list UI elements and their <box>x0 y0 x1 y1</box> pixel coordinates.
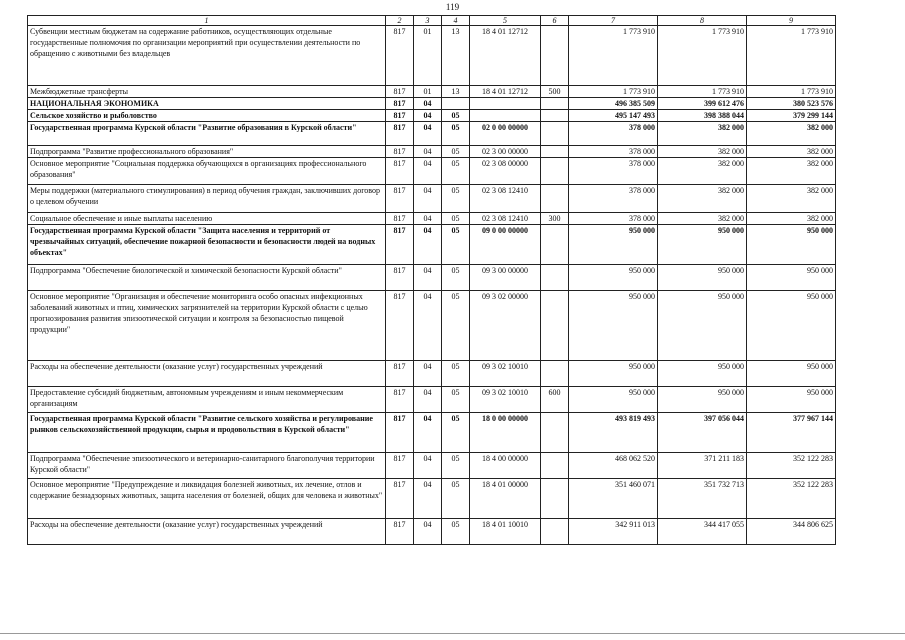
cell-expense-type <box>541 361 569 387</box>
table-row <box>28 185 836 213</box>
cell-amount-1: 468 062 520 <box>569 453 658 479</box>
cell-amount-2: 950 000 <box>658 361 747 387</box>
table-row <box>28 158 836 185</box>
cell-target-article: 02 3 00 00000 <box>470 146 541 158</box>
cell-target-article: 02 0 00 00000 <box>470 122 541 146</box>
cell-expense-type <box>541 225 569 265</box>
cell-target-article: 02 3 08 12410 <box>470 185 541 213</box>
table-row <box>28 361 836 387</box>
cell-amount-2: 382 000 <box>658 213 747 225</box>
cell-expense-type <box>541 146 569 158</box>
cell-name: Субвенции местным бюджетам на содержание работников, осуществляющих отдельные государственные полномочия по организации мероприятий при осуществлении деятельности по обращению с животными без владельцев <box>28 26 386 86</box>
cell-expense-type: 300 <box>541 213 569 225</box>
cell-amount-3: 950 000 <box>747 387 836 413</box>
cell-section: 04 <box>414 265 442 291</box>
cell-target-article: 02 3 08 00000 <box>470 158 541 185</box>
cell-expense-type <box>541 98 569 110</box>
cell-amount-2: 950 000 <box>658 387 747 413</box>
cell-subsection: 05 <box>442 453 470 479</box>
cell-expense-type: 600 <box>541 387 569 413</box>
cell-subsection: 05 <box>442 122 470 146</box>
cell-ministry-code: 817 <box>386 519 414 545</box>
table-row <box>28 213 836 225</box>
cell-target-article: 09 3 02 10010 <box>470 387 541 413</box>
cell-name: Подпрограмма "Обеспечение эпизоотического и ветеринарно-санитарного благополучия территории Курской области" <box>28 453 386 479</box>
cell-name: Подпрограмма "Развитие профессионального образования" <box>28 146 386 158</box>
cell-expense-type <box>541 158 569 185</box>
cell-subsection: 05 <box>442 158 470 185</box>
cell-amount-3: 382 000 <box>747 185 836 213</box>
cell-amount-1: 351 460 071 <box>569 479 658 519</box>
column-header: 1 <box>28 16 386 26</box>
cell-target-article: 18 4 01 00000 <box>470 479 541 519</box>
cell-amount-3: 950 000 <box>747 291 836 361</box>
cell-expense-type <box>541 122 569 146</box>
cell-target-article: 09 0 00 00000 <box>470 225 541 265</box>
column-header: 8 <box>658 16 747 26</box>
page-bottom-line <box>0 633 905 634</box>
cell-expense-type <box>541 519 569 545</box>
cell-amount-3: 950 000 <box>747 225 836 265</box>
cell-ministry-code: 817 <box>386 479 414 519</box>
table-row <box>28 122 836 146</box>
table-row <box>28 110 836 122</box>
cell-ministry-code: 817 <box>386 26 414 86</box>
cell-subsection: 05 <box>442 291 470 361</box>
cell-expense-type <box>541 453 569 479</box>
cell-subsection: 05 <box>442 146 470 158</box>
cell-ministry-code: 817 <box>386 453 414 479</box>
cell-amount-3: 382 000 <box>747 146 836 158</box>
cell-section: 04 <box>414 122 442 146</box>
cell-amount-3: 950 000 <box>747 265 836 291</box>
cell-amount-1: 950 000 <box>569 225 658 265</box>
cell-amount-3: 382 000 <box>747 122 836 146</box>
cell-section: 01 <box>414 26 442 86</box>
cell-amount-3: 1 773 910 <box>747 26 836 86</box>
cell-section: 04 <box>414 158 442 185</box>
cell-amount-1: 378 000 <box>569 213 658 225</box>
cell-amount-3: 352 122 283 <box>747 479 836 519</box>
cell-amount-1: 1 773 910 <box>569 26 658 86</box>
cell-amount-2: 344 417 055 <box>658 519 747 545</box>
cell-section: 04 <box>414 185 442 213</box>
table-row <box>28 26 836 86</box>
cell-amount-2: 398 388 044 <box>658 110 747 122</box>
cell-name: Межбюджетные трансферты <box>28 86 386 98</box>
cell-amount-1: 378 000 <box>569 158 658 185</box>
cell-ministry-code: 817 <box>386 158 414 185</box>
budget-table <box>27 15 836 545</box>
cell-amount-3: 352 122 283 <box>747 453 836 479</box>
cell-amount-3: 379 299 144 <box>747 110 836 122</box>
cell-section: 04 <box>414 110 442 122</box>
cell-amount-2: 399 612 476 <box>658 98 747 110</box>
cell-subsection <box>442 98 470 110</box>
cell-section: 04 <box>414 413 442 453</box>
cell-amount-2: 382 000 <box>658 158 747 185</box>
cell-section: 04 <box>414 146 442 158</box>
cell-amount-2: 397 056 044 <box>658 413 747 453</box>
cell-section: 04 <box>414 361 442 387</box>
cell-expense-type <box>541 479 569 519</box>
table-row <box>28 265 836 291</box>
cell-section: 04 <box>414 291 442 361</box>
cell-amount-2: 382 000 <box>658 146 747 158</box>
cell-target-article: 18 4 00 00000 <box>470 453 541 479</box>
cell-amount-1: 493 819 493 <box>569 413 658 453</box>
cell-subsection: 05 <box>442 479 470 519</box>
cell-name: Основное мероприятие "Предупреждение и ликвидация болезней животных, их лечение, отлов и содержание безнадзорных животных, защита населения от болезней, общих для человека и животных" <box>28 479 386 519</box>
cell-section: 04 <box>414 479 442 519</box>
column-header: 4 <box>442 16 470 26</box>
cell-target-article: 18 4 01 12712 <box>470 26 541 86</box>
cell-section: 04 <box>414 387 442 413</box>
cell-amount-1: 495 147 493 <box>569 110 658 122</box>
cell-name: Расходы на обеспечение деятельности (оказание услуг) государственных учреждений <box>28 361 386 387</box>
cell-target-article: 09 3 00 00000 <box>470 265 541 291</box>
cell-name: Основное мероприятие "Организация и обеспечение мониторинга особо опасных инфекционных заболеваний животных и птиц, химических загрязнителей на территории Курской области с целью прогнозирования развития эпизоотической ситуации и контроля за безопасностью пищевой продукции" <box>28 291 386 361</box>
cell-expense-type <box>541 26 569 86</box>
cell-ministry-code: 817 <box>386 185 414 213</box>
cell-target-article: 09 3 02 10010 <box>470 361 541 387</box>
cell-target-article <box>470 98 541 110</box>
column-header: 5 <box>470 16 541 26</box>
cell-ministry-code: 817 <box>386 86 414 98</box>
table-row <box>28 146 836 158</box>
cell-subsection: 05 <box>442 213 470 225</box>
cell-amount-1: 378 000 <box>569 185 658 213</box>
cell-expense-type <box>541 265 569 291</box>
cell-ministry-code: 817 <box>386 225 414 265</box>
cell-target-article: 18 0 00 00000 <box>470 413 541 453</box>
cell-amount-3: 382 000 <box>747 158 836 185</box>
cell-amount-2: 950 000 <box>658 225 747 265</box>
column-header: 7 <box>569 16 658 26</box>
cell-subsection: 13 <box>442 86 470 98</box>
cell-amount-1: 378 000 <box>569 122 658 146</box>
cell-amount-2: 1 773 910 <box>658 86 747 98</box>
cell-section: 04 <box>414 213 442 225</box>
column-number-row <box>28 16 836 26</box>
column-header: 2 <box>386 16 414 26</box>
cell-amount-2: 371 211 183 <box>658 453 747 479</box>
cell-ministry-code: 817 <box>386 413 414 453</box>
cell-expense-type <box>541 110 569 122</box>
table-row <box>28 225 836 265</box>
column-header: 6 <box>541 16 569 26</box>
cell-amount-1: 496 385 509 <box>569 98 658 110</box>
cell-amount-3: 382 000 <box>747 213 836 225</box>
cell-subsection: 05 <box>442 361 470 387</box>
cell-amount-3: 1 773 910 <box>747 86 836 98</box>
cell-amount-2: 1 773 910 <box>658 26 747 86</box>
cell-subsection: 05 <box>442 110 470 122</box>
cell-amount-3: 380 523 576 <box>747 98 836 110</box>
cell-name: Основное мероприятие "Социальная поддержка обучающихся в организациях профессионального образования" <box>28 158 386 185</box>
cell-ministry-code: 817 <box>386 146 414 158</box>
cell-ministry-code: 817 <box>386 387 414 413</box>
table-row <box>28 453 836 479</box>
table-body <box>28 26 836 545</box>
cell-expense-type: 500 <box>541 86 569 98</box>
cell-ministry-code: 817 <box>386 98 414 110</box>
cell-name: НАЦИОНАЛЬНАЯ ЭКОНОМИКА <box>28 98 386 110</box>
cell-amount-3: 950 000 <box>747 361 836 387</box>
table-row <box>28 413 836 453</box>
cell-section: 04 <box>414 453 442 479</box>
cell-name: Государственная программа Курской области "Защита населения и территорий от чрезвычайных ситуаций, обеспечение пожарной безопасности и безопасности людей на водных объектах" <box>28 225 386 265</box>
table-row <box>28 98 836 110</box>
cell-ministry-code: 817 <box>386 265 414 291</box>
column-header: 3 <box>414 16 442 26</box>
page-number: 119 <box>445 2 460 12</box>
table-row <box>28 387 836 413</box>
cell-section: 01 <box>414 86 442 98</box>
cell-section: 04 <box>414 225 442 265</box>
cell-amount-3: 377 967 144 <box>747 413 836 453</box>
cell-target-article: 02 3 08 12410 <box>470 213 541 225</box>
cell-amount-2: 351 732 713 <box>658 479 747 519</box>
cell-name: Меры поддержки (материального стимулирования) в период обучения граждан, заключивших договор о целевом обучении <box>28 185 386 213</box>
cell-ministry-code: 817 <box>386 110 414 122</box>
cell-amount-2: 382 000 <box>658 122 747 146</box>
cell-subsection: 13 <box>442 26 470 86</box>
cell-amount-3: 344 806 625 <box>747 519 836 545</box>
table-row <box>28 291 836 361</box>
cell-name: Расходы на обеспечение деятельности (оказание услуг) государственных учреждений <box>28 519 386 545</box>
cell-ministry-code: 817 <box>386 361 414 387</box>
cell-amount-1: 378 000 <box>569 146 658 158</box>
table-row <box>28 86 836 98</box>
cell-amount-1: 950 000 <box>569 387 658 413</box>
cell-subsection: 05 <box>442 185 470 213</box>
cell-subsection: 05 <box>442 413 470 453</box>
cell-subsection: 05 <box>442 387 470 413</box>
cell-amount-1: 342 911 013 <box>569 519 658 545</box>
cell-amount-2: 950 000 <box>658 291 747 361</box>
cell-amount-2: 950 000 <box>658 265 747 291</box>
cell-subsection: 05 <box>442 519 470 545</box>
cell-name: Государственная программа Курской области "Развитие образования в Курской области" <box>28 122 386 146</box>
cell-target-article: 18 4 01 12712 <box>470 86 541 98</box>
cell-section: 04 <box>414 519 442 545</box>
cell-amount-2: 382 000 <box>658 185 747 213</box>
cell-subsection: 05 <box>442 225 470 265</box>
column-header: 9 <box>747 16 836 26</box>
cell-expense-type <box>541 291 569 361</box>
cell-expense-type <box>541 185 569 213</box>
cell-amount-1: 950 000 <box>569 291 658 361</box>
cell-amount-1: 950 000 <box>569 265 658 291</box>
cell-amount-1: 950 000 <box>569 361 658 387</box>
table-row <box>28 519 836 545</box>
cell-expense-type <box>541 413 569 453</box>
cell-target-article: 18 4 01 10010 <box>470 519 541 545</box>
cell-name: Социальное обеспечение и иные выплаты населению <box>28 213 386 225</box>
cell-amount-1: 1 773 910 <box>569 86 658 98</box>
cell-name: Сельское хозяйство и рыболовство <box>28 110 386 122</box>
cell-target-article <box>470 110 541 122</box>
cell-name: Предоставление субсидий бюджетным, автономным учреждениям и иным некоммерческим организациям <box>28 387 386 413</box>
table-row <box>28 479 836 519</box>
cell-name: Государственная программа Курской области "Развитие сельского хозяйства и регулирование рынков сельскохозяйственной продукции, сырья и продовольствия в Курской области" <box>28 413 386 453</box>
cell-target-article: 09 3 02 00000 <box>470 291 541 361</box>
cell-ministry-code: 817 <box>386 122 414 146</box>
cell-ministry-code: 817 <box>386 213 414 225</box>
cell-name: Подпрограмма "Обеспечение биологической и химической безопасности Курской области" <box>28 265 386 291</box>
cell-ministry-code: 817 <box>386 291 414 361</box>
cell-section: 04 <box>414 98 442 110</box>
cell-subsection: 05 <box>442 265 470 291</box>
